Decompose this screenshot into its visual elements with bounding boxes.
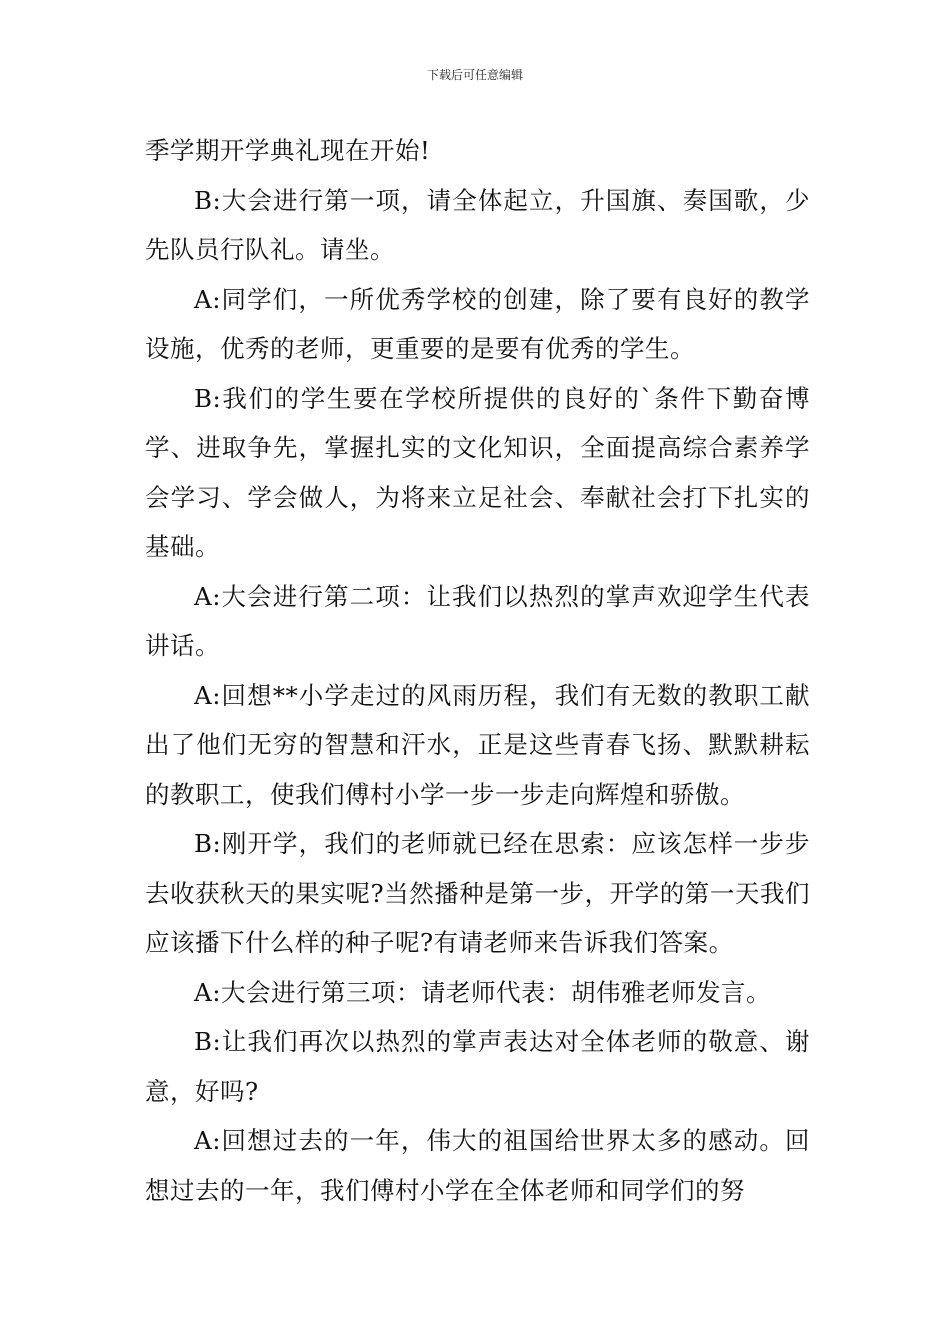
paragraph: B:大会进行第一项，请全体起立，升国旗、奏国歌，少先队员行队礼。请坐。 (145, 185, 810, 264)
paragraph: 季学期开学典礼现在开始! (145, 136, 431, 165)
page-header: 下载后可任意编辑 (426, 68, 523, 82)
paragraph: A:同学们，一所优秀学校的创建，除了要有良好的教学设施，优秀的老师，更重要的是要有优秀的学生。 (145, 284, 810, 363)
paragraph: A:大会进行第二项：让我们以热烈的掌声欢迎学生代表讲话。 (145, 581, 810, 660)
paragraph: B:我们的学生要在学校所提供的良好的`条件下勤奋博学、进取争先，掌握扎实的文化知识，全面提高综合素养学会学习、学会做人，为将来立足社会、奉献社会打下扎实的基础。 (145, 383, 810, 561)
document-body (145, 126, 810, 1215)
paragraph: B:刚开学，我们的老师就已经在思索：应该怎样一步步去收获秋天的果实呢?当然播种是第一步，开学的第一天我们应该播下什么样的种子呢?有请老师来告诉我们答案。 (145, 829, 810, 957)
paragraph: A:回想过去的一年，伟大的祖国给世界太多的感动。回想过去的一年，我们傅村小学在全体老师和同学们的努 (145, 1126, 810, 1205)
paragraph: B:让我们再次以热烈的掌声表达对全体老师的敬意、谢意，好吗? (145, 1027, 810, 1106)
paragraph: A:回想**小学走过的风雨历程，我们有无数的教职工献出了他们无穷的智慧和汗水，正是这些青春飞扬、默默耕耘的教职工，使我们傅村小学一步一步走向辉煌和骄傲。 (145, 680, 810, 809)
paragraph: A:大会进行第三项：请老师代表：胡伟雅老师发言。 (194, 977, 771, 1007)
